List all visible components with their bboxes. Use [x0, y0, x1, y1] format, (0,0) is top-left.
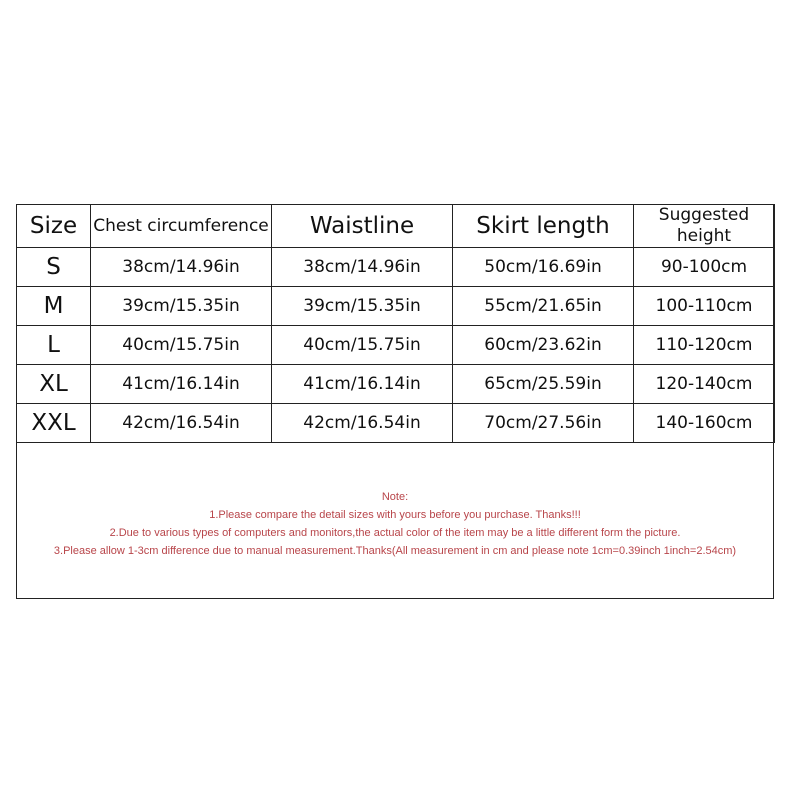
- cell-chest: 39cm/15.35in: [91, 287, 272, 326]
- cell-chest: 41cm/16.14in: [91, 365, 272, 404]
- table-row: [17, 365, 775, 404]
- cell-waist: 42cm/16.54in: [272, 404, 453, 443]
- cell-height: 110-120cm: [634, 326, 775, 365]
- table-row: [17, 287, 775, 326]
- cell-height: 100-110cm: [634, 287, 775, 326]
- header-waist: Waistline: [272, 205, 453, 248]
- cell-skirt: 65cm/25.59in: [453, 365, 634, 404]
- cell-size: XXL: [17, 404, 91, 443]
- notes-title: Note:: [381, 491, 409, 503]
- cell-size: XL: [17, 365, 91, 404]
- cell-height: 90-100cm: [634, 248, 775, 287]
- notes-block: [16, 488, 774, 560]
- cell-waist: 39cm/15.35in: [272, 287, 453, 326]
- cell-size: L: [17, 326, 91, 365]
- header-chest: Chest circumference: [91, 205, 272, 248]
- note-line-2: 2.Due to various types of computers and monitors,the actual color of the item may be a little different form the picture.: [109, 527, 681, 539]
- header-height: Suggested height: [634, 205, 775, 248]
- table-row: [17, 326, 775, 365]
- cell-skirt: 55cm/21.65in: [453, 287, 634, 326]
- cell-waist: 40cm/15.75in: [272, 326, 453, 365]
- table-row: [17, 404, 775, 443]
- cell-size: M: [17, 287, 91, 326]
- header-size: Size: [17, 205, 91, 248]
- header-skirt: Skirt length: [453, 205, 634, 248]
- cell-chest: 40cm/15.75in: [91, 326, 272, 365]
- table-header-row: [17, 205, 775, 248]
- cell-waist: 38cm/14.96in: [272, 248, 453, 287]
- cell-size: S: [17, 248, 91, 287]
- cell-skirt: 60cm/23.62in: [453, 326, 634, 365]
- table-row: [17, 248, 775, 287]
- cell-chest: 38cm/14.96in: [91, 248, 272, 287]
- cell-height: 140-160cm: [634, 404, 775, 443]
- cell-chest: 42cm/16.54in: [91, 404, 272, 443]
- note-line-1: 1.Please compare the detail sizes with yours before you purchase. Thanks!!!: [209, 509, 581, 521]
- size-chart-table: [16, 204, 775, 443]
- cell-skirt: 70cm/27.56in: [453, 404, 634, 443]
- cell-height: 120-140cm: [634, 365, 775, 404]
- cell-skirt: 50cm/16.69in: [453, 248, 634, 287]
- note-line-3: 3.Please allow 1-3cm difference due to manual measurement.Thanks(All measurement in cm and please note 1cm=0.39inch 1inch=2.54cm): [53, 545, 737, 557]
- cell-waist: 41cm/16.14in: [272, 365, 453, 404]
